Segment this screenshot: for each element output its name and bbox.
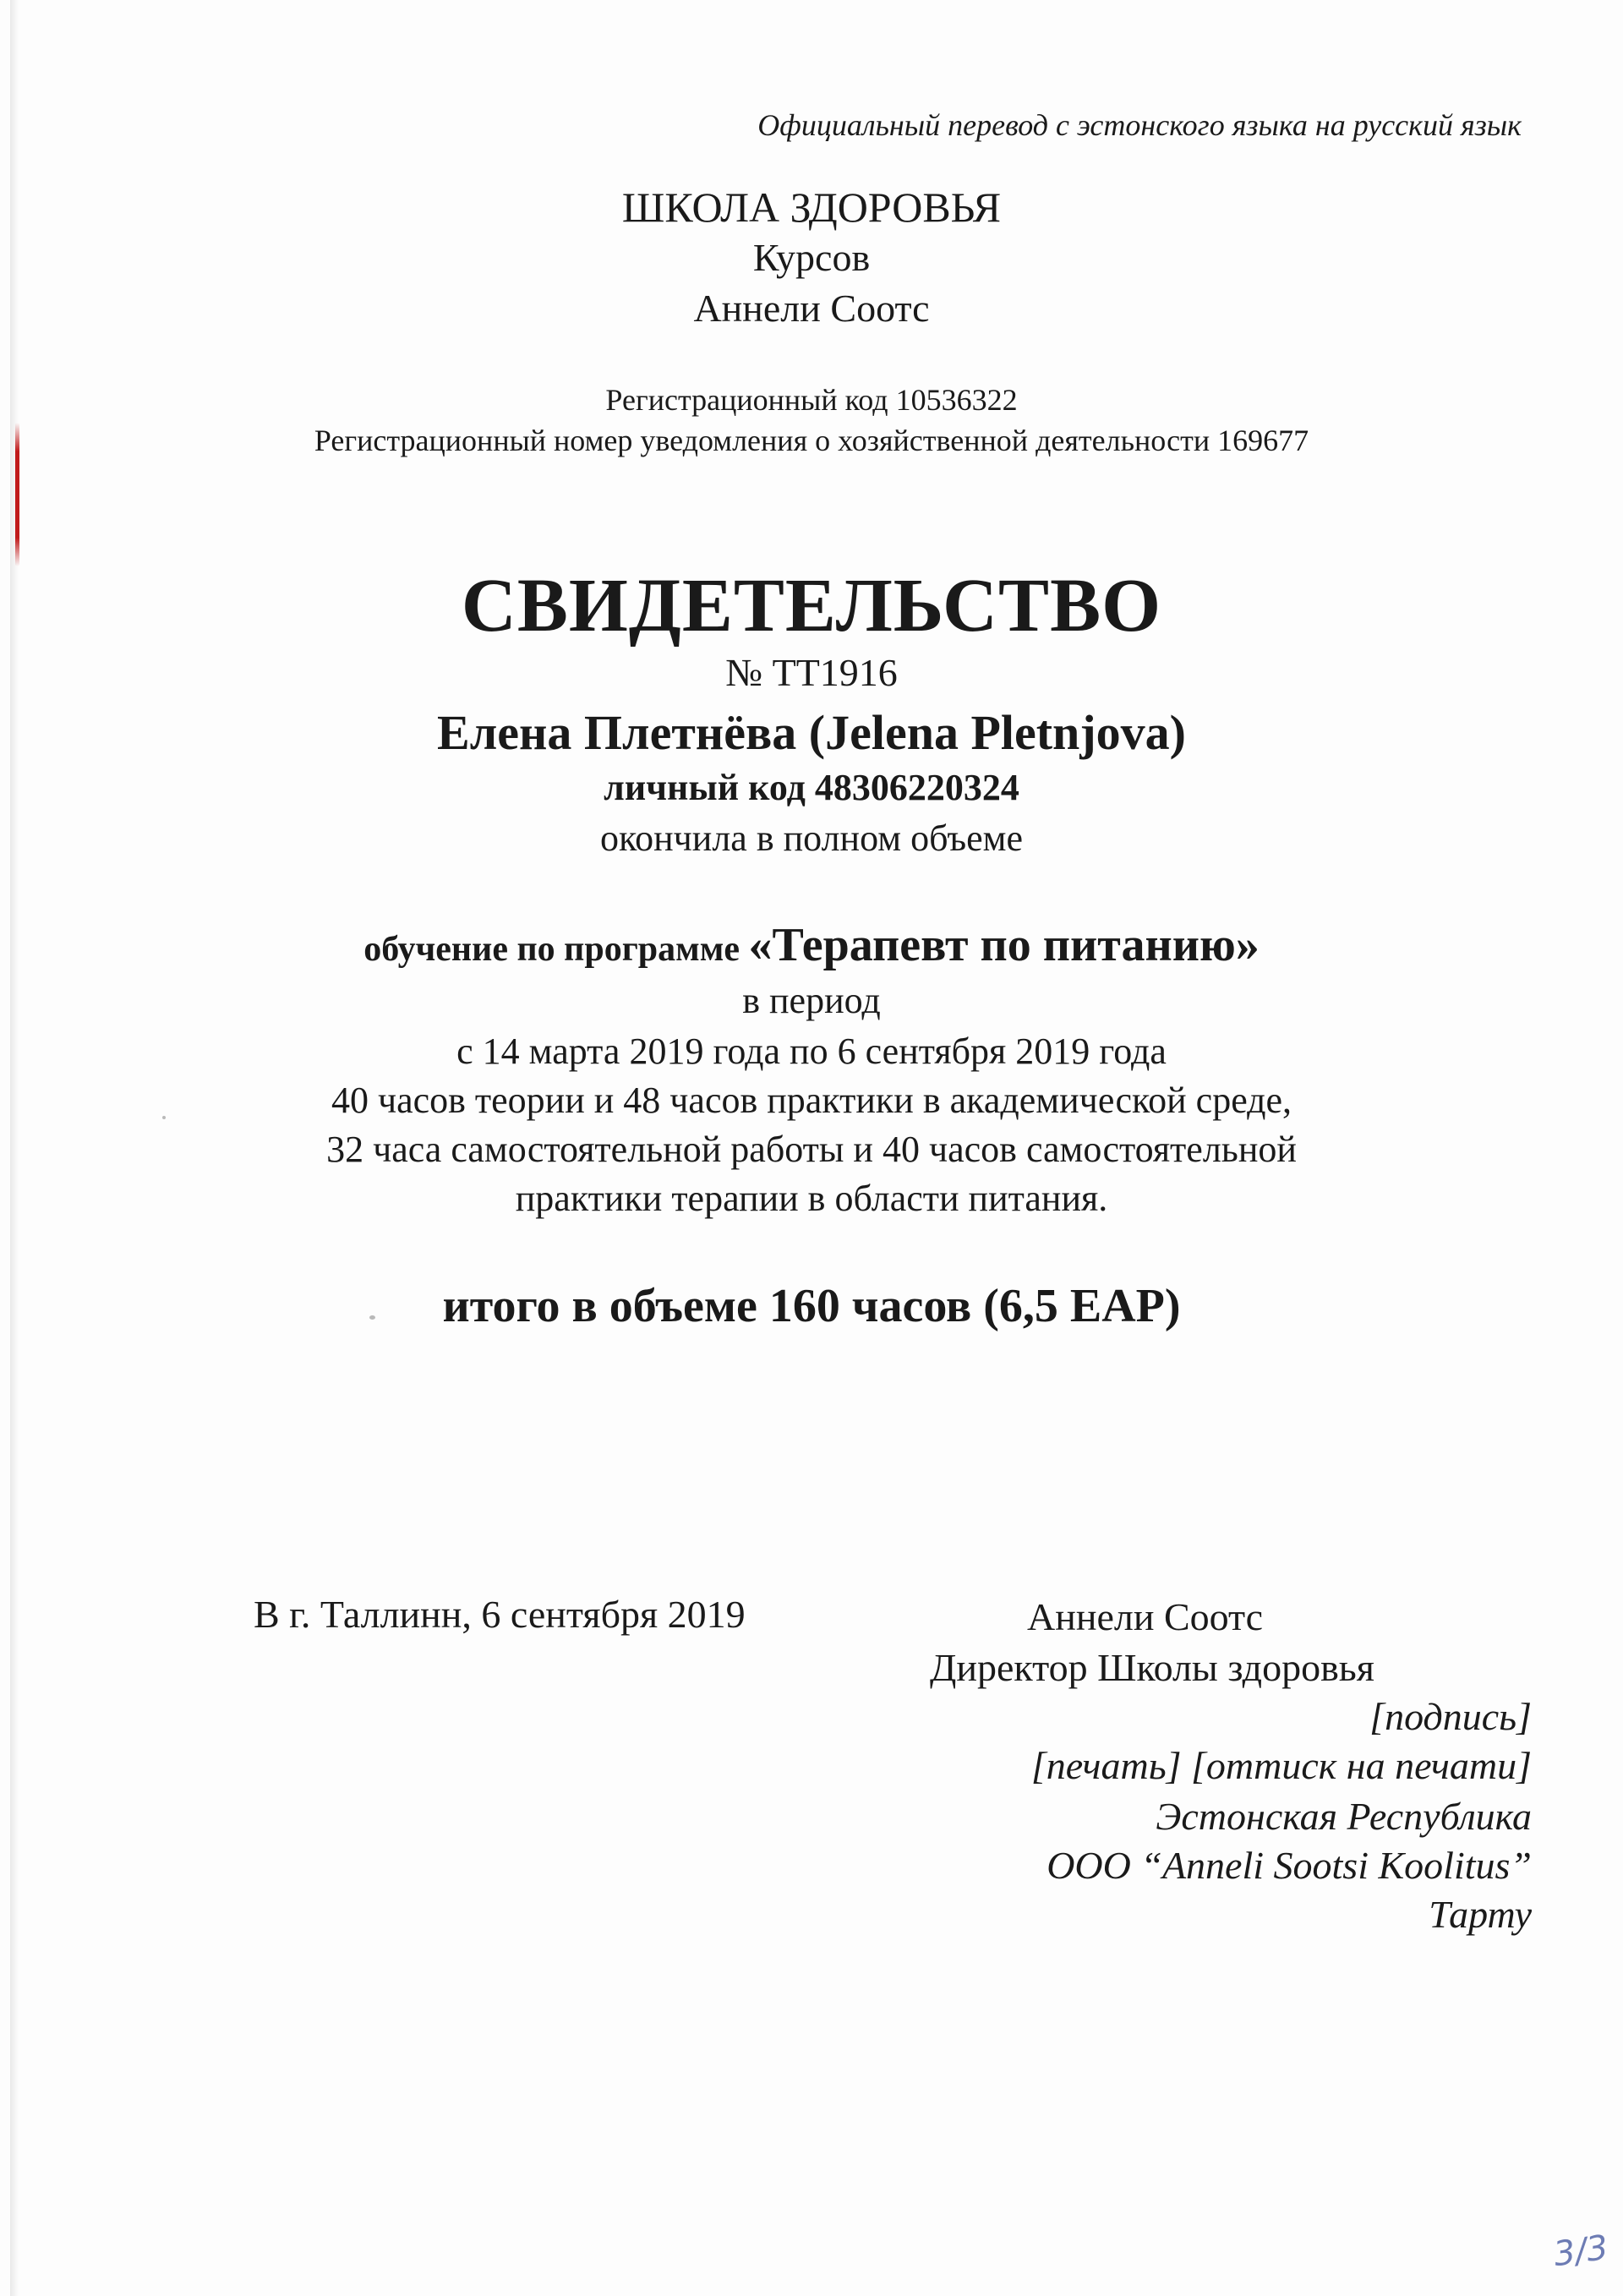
school-courses: Курсов <box>752 236 871 279</box>
scan-speck <box>369 1315 375 1320</box>
holder-name: Елена Плетнёва (Jelena Pletnjova) <box>437 705 1186 760</box>
school-owner: Аннели Соотс <box>693 287 930 330</box>
translation-note: Официальный перевод с эстонского языка на русский язык <box>757 108 1522 142</box>
place-and-date: В г. Таллинн, 6 сентября 2019 <box>254 1593 746 1636</box>
scan-speck <box>162 1116 166 1119</box>
program-name: «Терапевт по питанию» <box>748 919 1260 971</box>
signer-name: Аннели Соотс <box>1027 1595 1264 1638</box>
signer-role: Директор Школы здоровья <box>930 1646 1374 1689</box>
registration-notice-number: Регистрационный номер уведомления о хозяйственной деятельности 169677 <box>314 424 1309 457</box>
hours-line: 40 часов теории и 48 часов практики в академической среде, <box>331 1080 1292 1121</box>
program-line <box>0 921 1623 969</box>
hours-line: 32 часа самостоятельной работы и 40 часов самостоятельной <box>326 1129 1297 1170</box>
hours-line: практики терапии в области питания. <box>515 1178 1108 1219</box>
stamp-city: Тарту <box>1429 1893 1532 1936</box>
period-dates: с 14 марта 2019 года по 6 сентября 2019 года <box>456 1030 1167 1072</box>
handwritten-page-number: 3/3 <box>1551 2228 1611 2275</box>
certificate-title: СВИДЕТЕЛЬСТВО <box>461 564 1162 648</box>
stamp-country: Эстонская Республика <box>1156 1795 1532 1838</box>
stamp-note: [печать] [оттиск на печати] <box>1030 1744 1532 1787</box>
stamp-company: ООО “Anneli Sootsi Koolitus” <box>1046 1844 1532 1887</box>
school-name: ШКОЛА ЗДОРОВЬЯ <box>621 183 1002 231</box>
completion-statement: окончила в полном объеме <box>599 817 1024 859</box>
registration-code: Регистрационный код 10536322 <box>605 383 1018 417</box>
program-label: обучение по программе <box>363 930 749 969</box>
total-hours: итого в объеме 160 часов (6,5 ЕАР) <box>442 1280 1181 1332</box>
certificate-number: № ТТ1916 <box>725 651 898 694</box>
period-label: в период <box>742 980 881 1021</box>
personal-code: личный код 48306220324 <box>604 767 1019 808</box>
signature-note: [подпись] <box>1369 1695 1532 1738</box>
